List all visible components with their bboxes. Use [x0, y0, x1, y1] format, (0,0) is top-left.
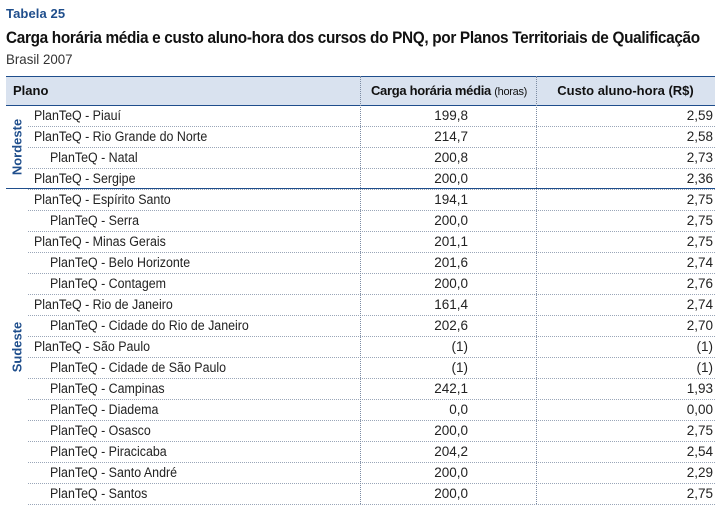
carga-value: 214,7	[434, 129, 468, 144]
custo-value: 2,54	[686, 444, 713, 459]
plano-name: PlanTeQ - Cidade de São Paulo	[50, 360, 227, 375]
plano-name: PlanTeQ - Santos	[50, 486, 148, 501]
table-row	[28, 420, 715, 442]
table-row	[28, 294, 715, 316]
column-divider	[360, 76, 361, 504]
plano-name: PlanTeQ - São Paulo	[34, 339, 150, 354]
plano-name: PlanTeQ - Piracicaba	[50, 444, 167, 459]
plano-name: PlanTeQ - Contagem	[50, 276, 166, 291]
table-subtitle: Brasil 2007	[6, 51, 73, 67]
custo-value: 2,73	[686, 150, 713, 165]
table-row	[28, 462, 715, 484]
custo-value: 0,00	[686, 402, 713, 417]
plano-name: PlanTeQ - Diadema	[50, 402, 159, 417]
table-row	[28, 147, 715, 169]
column-header-carga-unit: (horas)	[494, 86, 528, 98]
region-label	[6, 189, 28, 504]
custo-value: 2,76	[686, 276, 713, 291]
plano-name: PlanTeQ - Minas Gerais	[34, 234, 166, 249]
region-name: Nordeste	[9, 118, 25, 176]
plano-name: PlanTeQ - Campinas	[50, 381, 165, 396]
table-row	[28, 357, 715, 379]
carga-value: 200,8	[434, 150, 468, 165]
region-label	[6, 105, 28, 189]
plano-name: PlanTeQ - Piauí	[34, 108, 121, 123]
table-row	[28, 273, 715, 295]
table-row	[28, 441, 715, 463]
custo-value: 2,58	[686, 129, 713, 144]
carga-value: 0,0	[449, 402, 468, 417]
table-row	[28, 336, 715, 358]
carga-value: 200,0	[434, 171, 468, 186]
custo-value: 1,93	[686, 381, 713, 396]
custo-value: 2,75	[686, 423, 713, 438]
table-row	[28, 252, 715, 274]
table-row	[28, 315, 715, 337]
custo-value: 2,74	[686, 255, 713, 270]
carga-value: 202,6	[434, 318, 468, 333]
plano-name: PlanTeQ - Belo Horizonte	[50, 255, 191, 270]
column-header-carga	[362, 77, 536, 105]
carga-value: 201,1	[434, 234, 468, 249]
plano-name: PlanTeQ - Santo André	[50, 465, 178, 480]
plano-name: PlanTeQ - Cidade do Rio de Janeiro	[50, 318, 249, 333]
custo-value: 2,29	[686, 465, 713, 480]
plano-name: PlanTeQ - Rio Grande do Norte	[34, 129, 208, 144]
carga-value: 200,0	[434, 276, 468, 291]
table-row	[28, 399, 715, 421]
plano-name: PlanTeQ - Sergipe	[34, 171, 136, 186]
custo-value: 2,70	[686, 318, 713, 333]
table-row	[28, 126, 715, 148]
region-name: Sudeste	[9, 321, 25, 372]
custo-value: 2,74	[686, 297, 713, 312]
custo-value: (1)	[696, 339, 713, 354]
column-header-carga-label: Carga horária média	[370, 83, 491, 98]
custo-value: 2,75	[686, 234, 713, 249]
plano-name: PlanTeQ - Serra	[50, 213, 140, 228]
column-header-plano: Plano	[13, 83, 49, 98]
table-row	[28, 105, 715, 127]
custo-value: (1)	[696, 360, 713, 375]
carga-value: (1)	[451, 339, 468, 354]
carga-value: 194,1	[434, 192, 468, 207]
plano-name: PlanTeQ - Natal	[50, 150, 138, 165]
custo-value: 2,75	[686, 192, 713, 207]
column-header-custo: Custo aluno-hora (R$)	[557, 83, 694, 98]
carga-value: 161,4	[434, 297, 468, 312]
custo-value: 2,36	[686, 171, 713, 186]
table-title: Carga horária média e custo aluno-hora dos cursos do PNQ, por Planos Territoriais de Qualificação	[6, 29, 700, 47]
custo-value: 2,59	[686, 108, 713, 123]
carga-value: (1)	[451, 360, 468, 375]
table-row	[28, 189, 715, 211]
carga-value: 200,0	[434, 213, 468, 228]
custo-value: 2,75	[686, 486, 713, 501]
table-row	[28, 231, 715, 253]
carga-value: 199,8	[434, 108, 468, 123]
table-row	[28, 210, 715, 232]
carga-value: 200,0	[434, 486, 468, 501]
carga-value: 200,0	[434, 465, 468, 480]
plano-name: PlanTeQ - Espírito Santo	[34, 192, 171, 207]
carga-value: 200,0	[434, 423, 468, 438]
column-divider	[536, 76, 537, 504]
carga-value: 242,1	[434, 381, 468, 396]
plano-name: PlanTeQ - Rio de Janeiro	[34, 297, 173, 312]
table-number: Tabela 25	[6, 6, 66, 21]
table-row	[28, 483, 715, 505]
plano-name: PlanTeQ - Osasco	[50, 423, 151, 438]
table-row	[28, 378, 715, 400]
table-row	[28, 168, 715, 190]
carga-value: 204,2	[434, 444, 468, 459]
carga-value: 201,6	[434, 255, 468, 270]
custo-value: 2,75	[686, 213, 713, 228]
